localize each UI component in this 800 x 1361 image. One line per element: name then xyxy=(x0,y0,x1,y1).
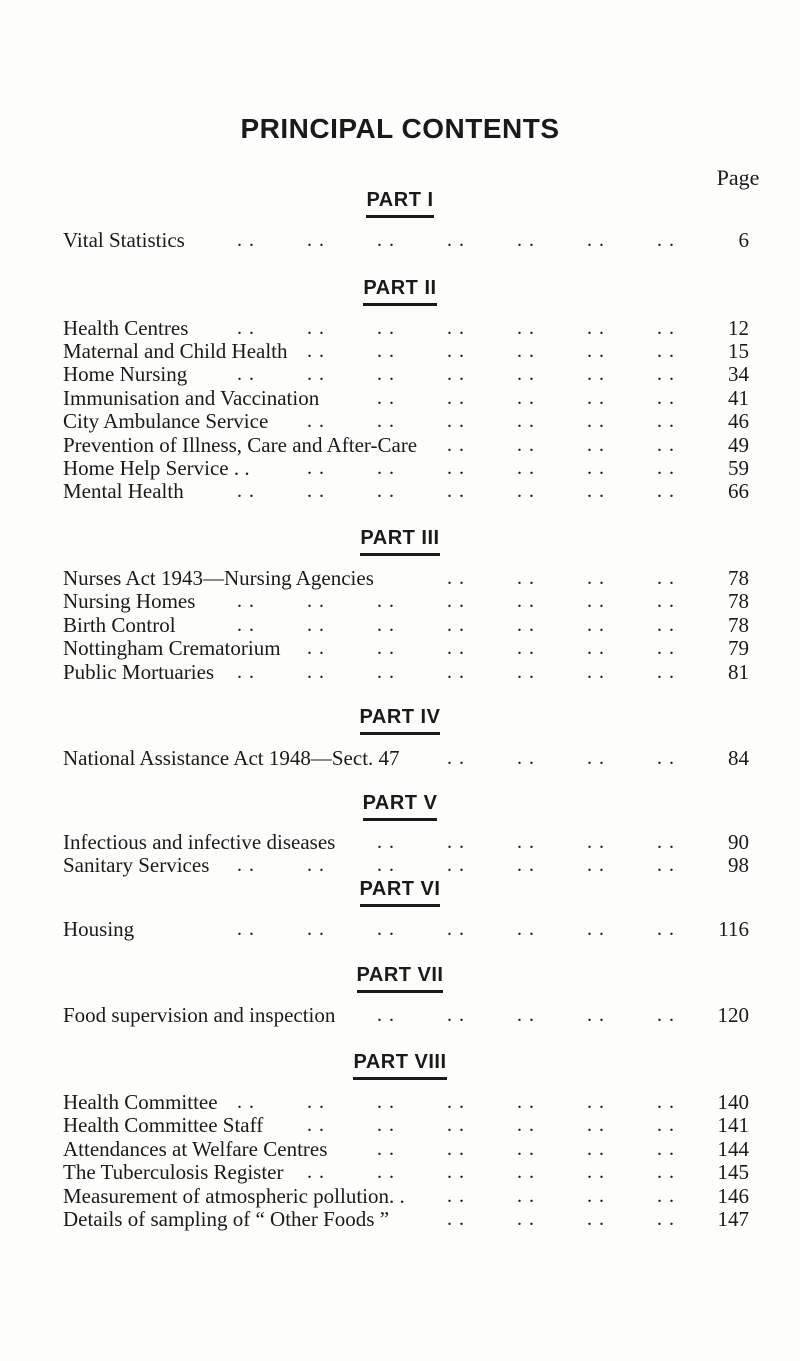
entry-page-number: 147 xyxy=(717,1207,749,1231)
leader-dots: . . xyxy=(237,614,255,636)
leader-dots: . . xyxy=(587,918,605,940)
leader-dots: . . xyxy=(587,590,605,612)
contents-entry xyxy=(63,745,749,771)
contents-entry xyxy=(63,1112,749,1138)
contents-entry xyxy=(63,852,749,878)
leader-dots: . . xyxy=(377,831,395,853)
contents-entry xyxy=(63,916,749,942)
leader-dots: . . xyxy=(447,854,465,876)
leader-dots: . . xyxy=(517,1185,535,1207)
leader-dots: . . xyxy=(517,854,535,876)
leader-dots: . . xyxy=(517,387,535,409)
entry-title: Details of sampling of “ Other Foods ” xyxy=(63,1207,390,1231)
leader-dots: . . xyxy=(447,1114,465,1136)
leader-dots: . . xyxy=(587,410,605,432)
leader-dots: . . xyxy=(517,637,535,659)
leader-dots: . . xyxy=(447,1138,465,1160)
leader-dots: . . xyxy=(307,480,325,502)
leader-dots: . . xyxy=(307,340,325,362)
part-heading xyxy=(0,878,800,907)
entry-title: City Ambulance Service xyxy=(63,409,269,433)
leader-dots: . . xyxy=(447,831,465,853)
entry-page-number: 78 xyxy=(728,566,749,590)
contents-entry xyxy=(63,478,749,504)
leader-dots: . . xyxy=(657,434,675,456)
leader-dots: . . xyxy=(447,1004,465,1026)
entry-title: Immunisation and Vaccination xyxy=(63,386,320,410)
leader-dots: . . xyxy=(377,590,395,612)
leader-dots: . . xyxy=(377,1004,395,1026)
leader-dots: . . xyxy=(517,363,535,385)
entry-page-number: 66 xyxy=(728,479,749,503)
leader-dots: . . xyxy=(587,661,605,683)
leader-dots: . . xyxy=(447,387,465,409)
leader-dots: . . xyxy=(657,1114,675,1136)
part-heading-text: PART V xyxy=(363,792,438,821)
leader-dots: . . xyxy=(377,457,395,479)
leader-dots: . . xyxy=(447,918,465,940)
leader-dots: . . xyxy=(377,1091,395,1113)
leader-dots: . . xyxy=(587,480,605,502)
leader-dots: . . xyxy=(447,317,465,339)
leader-dots: . . xyxy=(377,661,395,683)
leader-dots: . . xyxy=(657,363,675,385)
leader-dots: . . xyxy=(447,567,465,589)
leader-dots: . . xyxy=(657,854,675,876)
leader-dots: . . xyxy=(307,1091,325,1113)
entry-page-number: 141 xyxy=(717,1113,749,1137)
leader-dots: . . xyxy=(237,229,255,251)
entry-page-number: 41 xyxy=(728,386,749,410)
leader-dots: . . xyxy=(377,854,395,876)
leader-dots: . . xyxy=(657,387,675,409)
leader-dots: . . xyxy=(657,637,675,659)
leader-dots: . . xyxy=(307,1161,325,1183)
leader-dots: . . xyxy=(237,590,255,612)
entry-title: Public Mortuaries xyxy=(63,660,215,684)
leader-dots: . . xyxy=(517,1208,535,1230)
leader-dots: . . xyxy=(447,340,465,362)
entry-page-number: 79 xyxy=(728,636,749,660)
contents-entry xyxy=(63,635,749,661)
leader-dots: . . xyxy=(517,1004,535,1026)
leader-dots: . . xyxy=(377,1114,395,1136)
leader-dots: . . xyxy=(237,854,255,876)
leader-dots: . . xyxy=(657,567,675,589)
leader-dots: . . xyxy=(237,1091,255,1113)
page-column-header: Page xyxy=(716,165,760,190)
leader-dots: . . xyxy=(587,363,605,385)
entry-title: Measurement of atmospheric pollution. . xyxy=(63,1184,405,1208)
leader-dots: . . xyxy=(587,387,605,409)
leader-dots: . . xyxy=(517,317,535,339)
entry-page-number: 116 xyxy=(718,917,749,941)
leader-dots: . . xyxy=(587,1185,605,1207)
entry-page-number: 84 xyxy=(728,746,749,770)
entry-title: Birth Control xyxy=(63,613,176,637)
leader-dots: . . xyxy=(237,317,255,339)
entry-title: Home Nursing xyxy=(63,362,188,386)
entry-page-number: 146 xyxy=(717,1184,749,1208)
leader-dots: . . xyxy=(237,480,255,502)
leader-dots: . . xyxy=(447,229,465,251)
leader-dots: . . xyxy=(377,340,395,362)
leader-dots: . . xyxy=(657,229,675,251)
entry-title: National Assistance Act 1948—Sect. 47 xyxy=(63,746,400,770)
leader-dots: . . xyxy=(517,567,535,589)
entry-title: Prevention of Illness, Care and After-Care xyxy=(63,433,418,457)
leader-dots: . . xyxy=(587,340,605,362)
leader-dots: . . xyxy=(587,747,605,769)
entry-page-number: 12 xyxy=(728,316,749,340)
entry-title: Home Help Service . . xyxy=(63,456,250,480)
entry-page-number: 145 xyxy=(717,1160,749,1184)
entry-title: Sanitary Services xyxy=(63,853,210,877)
leader-dots: . . xyxy=(517,434,535,456)
leader-dots: . . xyxy=(587,317,605,339)
part-heading-text: PART III xyxy=(360,527,439,556)
leader-dots: . . xyxy=(307,457,325,479)
leader-dots: . . xyxy=(447,747,465,769)
entry-page-number: 15 xyxy=(728,339,749,363)
leader-dots: . . xyxy=(657,1138,675,1160)
contents-entry xyxy=(63,408,749,434)
leader-dots: . . xyxy=(307,363,325,385)
part-heading-text: PART VI xyxy=(360,878,441,907)
leader-dots: . . xyxy=(587,1004,605,1026)
leader-dots: . . xyxy=(447,590,465,612)
entry-page-number: 34 xyxy=(728,362,749,386)
leader-dots: . . xyxy=(587,1161,605,1183)
leader-dots: . . xyxy=(517,831,535,853)
leader-dots: . . xyxy=(517,1091,535,1113)
entry-page-number: 90 xyxy=(728,830,749,854)
entry-title: Health Committee xyxy=(63,1090,218,1114)
entry-title: Maternal and Child Health xyxy=(63,339,288,363)
entry-page-number: 46 xyxy=(728,409,749,433)
leader-dots: . . xyxy=(377,229,395,251)
contents-entry xyxy=(63,1206,749,1232)
leader-dots: . . xyxy=(587,831,605,853)
leader-dots: . . xyxy=(517,1161,535,1183)
part-heading-text: PART VIII xyxy=(353,1051,446,1080)
leader-dots: . . xyxy=(587,1114,605,1136)
leader-dots: . . xyxy=(447,1185,465,1207)
leader-dots: . . xyxy=(307,229,325,251)
contents-entry xyxy=(63,361,749,387)
page-title: PRINCIPAL CONTENTS xyxy=(240,113,560,144)
entry-title: Housing xyxy=(63,917,135,941)
leader-dots: . . xyxy=(517,661,535,683)
part-heading-text: PART VII xyxy=(357,964,444,993)
part-heading xyxy=(0,277,800,306)
leader-dots: . . xyxy=(447,410,465,432)
leader-dots: . . xyxy=(657,831,675,853)
leader-dots: . . xyxy=(657,747,675,769)
leader-dots: . . xyxy=(587,567,605,589)
entry-page-number: 120 xyxy=(717,1003,749,1027)
entry-page-number: 140 xyxy=(717,1090,749,1114)
leader-dots: . . xyxy=(307,661,325,683)
leader-dots: . . xyxy=(307,590,325,612)
leader-dots: . . xyxy=(587,854,605,876)
leader-dots: . . xyxy=(307,637,325,659)
leader-dots: . . xyxy=(377,637,395,659)
leader-dots: . . xyxy=(447,637,465,659)
leader-dots: . . xyxy=(657,1208,675,1230)
leader-dots: . . xyxy=(657,590,675,612)
leader-dots: . . xyxy=(587,1091,605,1113)
leader-dots: . . xyxy=(237,918,255,940)
leader-dots: . . xyxy=(447,457,465,479)
leader-dots: . . xyxy=(377,480,395,502)
entry-title: Nursing Homes xyxy=(63,589,196,613)
leader-dots: . . xyxy=(447,614,465,636)
leader-dots: . . xyxy=(657,317,675,339)
leader-dots: . . xyxy=(657,1091,675,1113)
leader-dots: . . xyxy=(237,661,255,683)
leader-dots: . . xyxy=(307,317,325,339)
contents-entry xyxy=(63,1002,749,1028)
leader-dots: . . xyxy=(517,480,535,502)
part-heading-text: PART IV xyxy=(360,706,441,735)
part-heading xyxy=(0,964,800,993)
leader-dots: . . xyxy=(517,918,535,940)
leader-dots: . . xyxy=(447,1161,465,1183)
leader-dots: . . xyxy=(377,1161,395,1183)
leader-dots: . . xyxy=(657,1161,675,1183)
leader-dots: . . xyxy=(587,614,605,636)
leader-dots: . . xyxy=(377,614,395,636)
part-heading xyxy=(0,792,800,821)
leader-dots: . . xyxy=(377,1138,395,1160)
leader-dots: . . xyxy=(517,590,535,612)
leader-dots: . . xyxy=(307,918,325,940)
leader-dots: . . xyxy=(307,410,325,432)
leader-dots: . . xyxy=(517,340,535,362)
leader-dots: . . xyxy=(447,1208,465,1230)
entry-page-number: 6 xyxy=(738,228,749,252)
entry-title: Nottingham Crematorium xyxy=(63,636,281,660)
entry-title: Food supervision and inspection xyxy=(63,1003,336,1027)
entry-page-number: 144 xyxy=(717,1137,749,1161)
leader-dots: . . xyxy=(517,1114,535,1136)
entry-title: Infectious and infective diseases xyxy=(63,830,336,854)
leader-dots: . . xyxy=(657,661,675,683)
entry-title: Vital Statistics xyxy=(63,228,185,252)
part-heading-text: PART I xyxy=(366,189,433,218)
entry-title: The Tuberculosis Register xyxy=(63,1160,284,1184)
leader-dots: . . xyxy=(587,229,605,251)
part-heading xyxy=(0,527,800,556)
leader-dots: . . xyxy=(657,1004,675,1026)
leader-dots: . . xyxy=(447,363,465,385)
leader-dots: . . xyxy=(377,363,395,385)
leader-dots: . . xyxy=(657,457,675,479)
entry-page-number: 98 xyxy=(728,853,749,877)
leader-dots: . . xyxy=(587,637,605,659)
leader-dots: . . xyxy=(587,457,605,479)
leader-dots: . . xyxy=(377,387,395,409)
leader-dots: . . xyxy=(377,317,395,339)
leader-dots: . . xyxy=(657,480,675,502)
leader-dots: . . xyxy=(237,363,255,385)
leader-dots: . . xyxy=(447,1091,465,1113)
leader-dots: . . xyxy=(517,614,535,636)
leader-dots: . . xyxy=(587,1138,605,1160)
contents-entry xyxy=(63,588,749,614)
entry-title: Nurses Act 1943—Nursing Agencies xyxy=(63,566,374,590)
leader-dots: . . xyxy=(307,854,325,876)
entry-page-number: 81 xyxy=(728,660,749,684)
part-heading xyxy=(0,1051,800,1080)
leader-dots: . . xyxy=(657,340,675,362)
part-heading-text: PART II xyxy=(363,277,436,306)
entry-title: Health Committee Staff xyxy=(63,1113,264,1137)
leader-dots: . . xyxy=(657,410,675,432)
entry-page-number: 78 xyxy=(728,613,749,637)
leader-dots: . . xyxy=(657,918,675,940)
entry-page-number: 49 xyxy=(728,433,749,457)
entry-title: Mental Health xyxy=(63,479,184,503)
leader-dots: . . xyxy=(657,614,675,636)
entry-title: Health Centres xyxy=(63,316,189,340)
leader-dots: . . xyxy=(447,480,465,502)
entry-page-number: 59 xyxy=(728,456,749,480)
leader-dots: . . xyxy=(657,1185,675,1207)
leader-dots: . . xyxy=(517,1138,535,1160)
leader-dots: . . xyxy=(377,410,395,432)
entry-page-number: 78 xyxy=(728,589,749,613)
part-heading xyxy=(0,706,800,735)
leader-dots: . . xyxy=(447,434,465,456)
leader-dots: . . xyxy=(307,1114,325,1136)
leader-dots: . . xyxy=(517,229,535,251)
leader-dots: . . xyxy=(587,1208,605,1230)
entry-title: Attendances at Welfare Centres xyxy=(63,1137,328,1161)
leader-dots: . . xyxy=(377,918,395,940)
leader-dots: . . xyxy=(587,434,605,456)
leader-dots: . . xyxy=(517,410,535,432)
leader-dots: . . xyxy=(307,614,325,636)
contents-entry xyxy=(63,227,749,253)
contents-entry xyxy=(63,1159,749,1185)
leader-dots: . . xyxy=(447,661,465,683)
leader-dots: . . xyxy=(517,457,535,479)
part-heading xyxy=(0,189,800,218)
contents-entry xyxy=(63,659,749,685)
leader-dots: . . xyxy=(517,747,535,769)
